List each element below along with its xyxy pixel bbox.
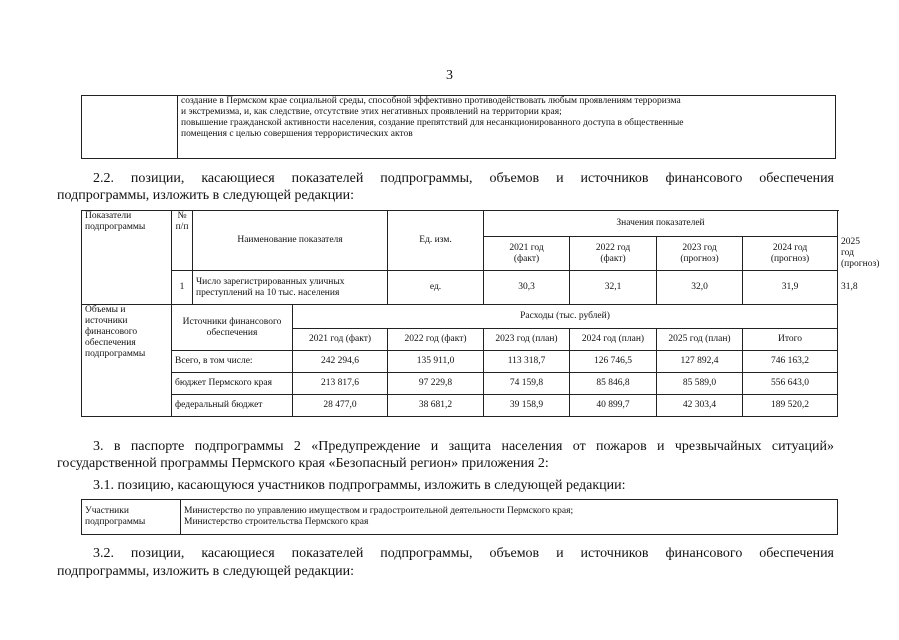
num-header: № п/п xyxy=(172,211,193,271)
funding-label: Объемы и источники финансового обеспечения подпрограммы xyxy=(82,305,172,417)
year-header-2022: 2022 год (факт) xyxy=(570,237,657,271)
funding-row-label: Всего, в том числе: xyxy=(172,351,293,373)
funding-cell: 135 911,0 xyxy=(388,351,484,373)
funding-row-label: бюджет Пермского края xyxy=(172,373,293,395)
paragraph-3-line1: 3. в паспорте подпрограммы 2 «Предупреждение и защита населения от пожаров и чрезвычайных ситуаций» xyxy=(93,439,834,454)
funding-cell: 242 294,6 xyxy=(293,351,388,373)
funding-cell: 556 643,0 xyxy=(743,373,838,395)
indicator-value-2024: 31,9 xyxy=(743,271,838,305)
funding-cell: 28 477,0 xyxy=(293,395,388,417)
funding-cell: 189 520,2 xyxy=(743,395,838,417)
funding-cell: 126 746,5 xyxy=(570,351,657,373)
table-row xyxy=(82,395,838,417)
top-table xyxy=(81,95,836,159)
year-header-2023: 2023 год (прогноз) xyxy=(657,237,743,271)
indicator-unit: ед. xyxy=(388,271,484,305)
expense-col-2021: 2021 год (факт) xyxy=(293,329,388,351)
top-table-line: создание в Пермском крае социальной среды, способной эффективно противодействовать любым проявлениям терроризма xyxy=(181,96,681,106)
funding-cell: 74 159,8 xyxy=(484,373,570,395)
funding-cell: 42 303,4 xyxy=(657,395,743,417)
funding-cell: 97 229,8 xyxy=(388,373,484,395)
participants-table xyxy=(81,499,838,535)
year-header-2024: 2024 год (прогноз) xyxy=(743,237,838,271)
expenses-header: Расходы (тыс. рублей) xyxy=(293,305,838,329)
values-header: Значения показателей xyxy=(484,211,838,237)
paragraph-3-2-line2: подпрограммы, изложить в следующей редакции: xyxy=(57,564,355,579)
expense-col-2024: 2024 год (план) xyxy=(570,329,657,351)
page-number: 3 xyxy=(446,68,453,83)
paragraph-3-1: 3.1. позицию, касающуюся участников подпрограммы, изложить в следующей редакции: xyxy=(93,478,626,493)
top-table-line: и экстремизма, и, как следствие, отсутствие этих негативных проявлений на территории края; xyxy=(181,107,562,117)
funding-cell: 113 318,7 xyxy=(484,351,570,373)
expense-col-2023: 2023 год (план) xyxy=(484,329,570,351)
expense-col-2025: 2025 год (план) xyxy=(657,329,743,351)
paragraph-2-2-line2: подпрограммы, изложить в следующей редакции: xyxy=(57,188,355,203)
participants-list xyxy=(181,500,838,535)
paragraph-3-2-line1: 3.2. позиции, касающиеся показателей подпрограммы, объемов и источников финансового обеспечения xyxy=(93,546,834,561)
funding-cell: 39 158,9 xyxy=(484,395,570,417)
participant-line: Министерство по управлению имуществом и градостроительной деятельности Пермского края; xyxy=(184,506,574,516)
expense-col-2022: 2022 год (факт) xyxy=(388,329,484,351)
top-table-text-cell xyxy=(178,96,836,159)
funding-cell: 746 163,2 xyxy=(743,351,838,373)
indicators-label: Показатели подпрограммы xyxy=(82,211,172,305)
indicator-value-2021: 30,3 xyxy=(484,271,570,305)
paragraph-3-line2: государственной программы Пермского края «Безопасный регион» приложения 2: xyxy=(57,456,549,471)
funding-cell: 213 817,6 xyxy=(293,373,388,395)
indicator-name: Число зарегистрированных уличных преступлений на 10 тыс. населения xyxy=(193,271,388,305)
funding-cell: 85 846,8 xyxy=(570,373,657,395)
funding-cell: 127 892,4 xyxy=(657,351,743,373)
top-table-empty-cell xyxy=(82,96,178,159)
indicators-funding-table: Показатели подпрограммы № п/п Наименование показателя Ед. изм. Значения показателей 2021 год (факт) 2022 год (факт) 2023 год (прогноз) 2024 год (прогноз) 2025 год (прогноз) 1 Число зарегистрированных уличных преступлений на 10 тыс. населения ед. 30,3 32,1 32,0 31,9 31,8 Объемы и источники финансового обеспечения подпрограммы Источники финансового обеспечения Расходы (тыс. рублей) 2021 год (факт) 2022 год (факт) 2023 год (план) 2024 год (план) 2025 год (план) Итого Всего, в том числе: 242 294,6 135 911,0 113 318,7 126 746,5 127 892,4 746 163,2 бюджет Пермского края 213 817,6 97 229,8 74 159,8 85 846,8 85 589,0 556 643,0 федеральный бюджет 28 477,0 38 681,2 39 158,9 40 899,7 42 303,4 189 520,2 xyxy=(81,210,838,417)
funding-cell: 85 589,0 xyxy=(657,373,743,395)
table-row xyxy=(82,373,838,395)
paragraph-2-2-line1: 2.2. позиции, касающиеся показателей подпрограммы, объемов и источников финансового обеспечения xyxy=(93,171,834,186)
funding-cell: 40 899,7 xyxy=(570,395,657,417)
participants-label: Участники подпрограммы xyxy=(82,500,181,535)
indicator-name-header: Наименование показателя xyxy=(193,211,388,271)
top-table-line: помещения с целью совершения террористических актов xyxy=(181,129,413,139)
indicator-num: 1 xyxy=(172,271,193,305)
top-table-line: повышение гражданской активности населения, создание препятствий для несанкционированного доступа в общественные xyxy=(181,118,684,128)
funding-cell: 38 681,2 xyxy=(388,395,484,417)
indicator-value-2023: 32,0 xyxy=(657,271,743,305)
indicator-value-2022: 32,1 xyxy=(570,271,657,305)
unit-header: Ед. изм. xyxy=(388,211,484,271)
participant-line: Министерство строительства Пермского края xyxy=(184,517,369,527)
funding-row-label: федеральный бюджет xyxy=(172,395,293,417)
table-row xyxy=(82,351,838,373)
year-header-2021: 2021 год (факт) xyxy=(484,237,570,271)
expense-col-total: Итого xyxy=(743,329,838,351)
sources-header: Источники финансового обеспечения xyxy=(172,305,293,351)
